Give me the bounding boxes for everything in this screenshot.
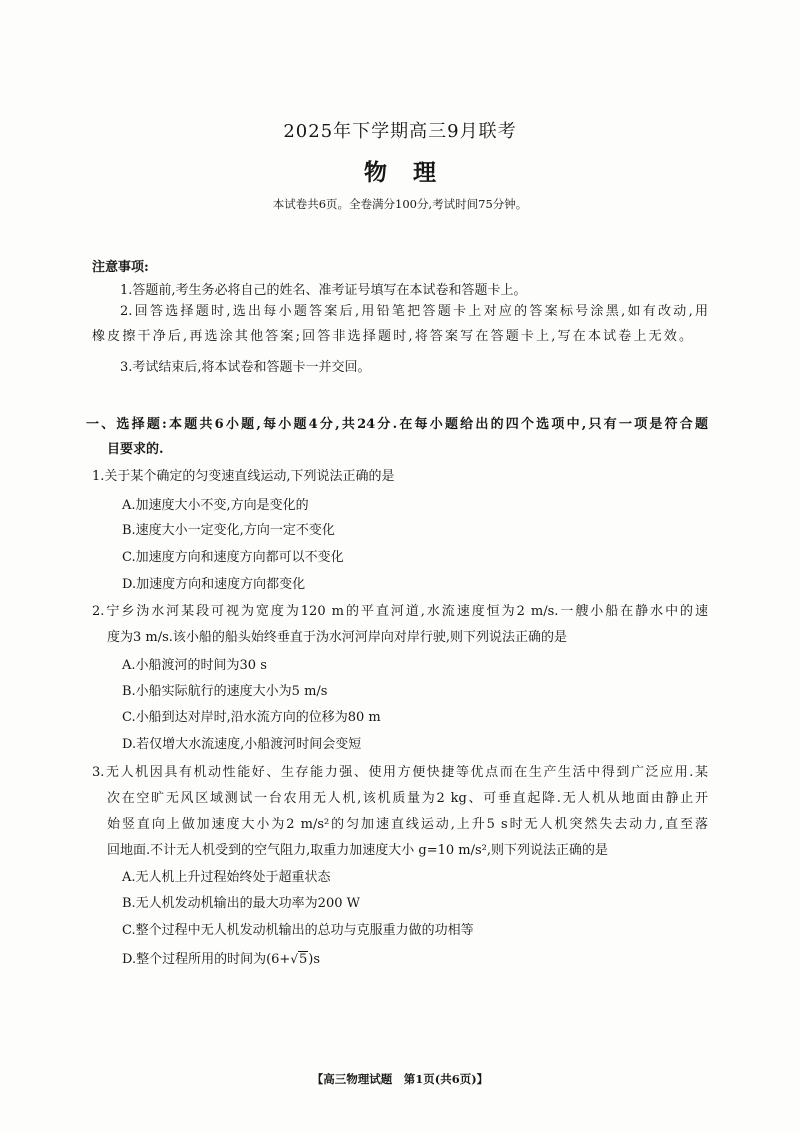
- section-heading: 一、选择题:本题共6小题,每小题4分,共24分.在每小题给出的四个选项中,只有一项是符合题: [86, 417, 708, 432]
- q2-stem-line2: 度为3 m/s.该小船的船头始终垂直于沩水河河岸向对岸行驶,则下列说法正确的是: [107, 630, 568, 645]
- q3-option-d-prefix: D.整个过程所用的时间为(6+: [122, 952, 291, 967]
- q3-option-d: [122, 953, 320, 966]
- q3-stem-line1: 3.无人机因具有机动性能好、生存能力强、使用方便快捷等优点而在生产生活中得到广泛应用.某: [92, 765, 708, 780]
- sqrt-symbol: √5: [290, 952, 308, 967]
- q3-option-d-suffix: )s: [308, 952, 321, 967]
- section-heading-cont: 目要求的.: [107, 442, 164, 457]
- q2-option-b: B.小船实际航行的速度大小为5 m/s: [122, 684, 328, 699]
- q1-stem: 1.关于某个确定的匀变速直线运动,下列说法正确的是: [92, 469, 395, 484]
- q1-option-a: A.加速度大小不变,方向是变化的: [122, 498, 309, 513]
- q1-option-c: C.加速度方向和速度方向都可以不变化: [122, 550, 344, 565]
- q3-option-c: C.整个过程中无人机发动机输出的总功与克服重力做的功相等: [122, 923, 474, 938]
- notice-heading: 注意事项:: [92, 260, 149, 275]
- q3-option-d-radicand: 5: [298, 952, 308, 967]
- exam-title: 2025年下学期高三9月联考: [283, 121, 517, 142]
- q3-stem-line4: 回地面.不计无人机受到的空气阻力,取重力加速度大小 g=10 m/s²,则下列说法正确的是: [107, 843, 609, 858]
- subject-title: 物理: [364, 159, 462, 186]
- exam-info: 本试卷共6页。全卷满分100分,考试时间75分钟。: [272, 197, 528, 211]
- notice-item-2-cont: 橡皮擦干净后,再选涂其他答案;回答非选择题时,将答案写在答题卡上,写在本试卷上无效。: [92, 329, 692, 344]
- q1-option-d: D.加速度方向和速度方向都变化: [122, 577, 306, 592]
- q1-option-b: B.速度大小一定变化,方向一定不变化: [122, 523, 335, 538]
- q2-option-a: A.小船渡河的时间为30 s: [122, 658, 267, 673]
- q3-option-a: A.无人机上升过程始终处于超重状态: [122, 870, 331, 885]
- notice-item-2: 2.回答选择题时,选出每小题答案后,用铅笔把答题卡上对应的答案标号涂黑,如有改动,用: [120, 304, 708, 319]
- q2-option-c: C.小船到达对岸时,沿水流方向的位移为80 m: [122, 710, 381, 725]
- q3-option-b: B.无人机发动机输出的最大功率为200 W: [122, 896, 360, 911]
- q3-stem-line3: 始竖直向上做加速度大小为2 m/s²的匀加速直线运动,上升5 s时无人机突然失去动力,直至落: [107, 817, 708, 832]
- q2-stem-line1: 2.宁乡沩水河某段可视为宽度为120 m的平直河道,水流速度恒为2 m/s.一艘小船在静水中的速: [92, 604, 708, 619]
- q3-stem-line2: 次在空旷无风区域测试一台农用无人机,该机质量为2 kg、可垂直起降.无人机从地面由静止开: [107, 791, 708, 806]
- notice-item-1: 1.答题前,考生务必将自己的姓名、准考证号填写在本试卷和答题卡上。: [120, 283, 527, 298]
- notice-item-3: 3.考试结束后,将本试卷和答题卡一并交回。: [120, 360, 371, 375]
- page-footer: 【高三物理试题 第1页(共6页)】: [311, 1072, 489, 1086]
- q2-option-d: D.若仅增大水流速度,小船渡河时间会变短: [122, 737, 362, 752]
